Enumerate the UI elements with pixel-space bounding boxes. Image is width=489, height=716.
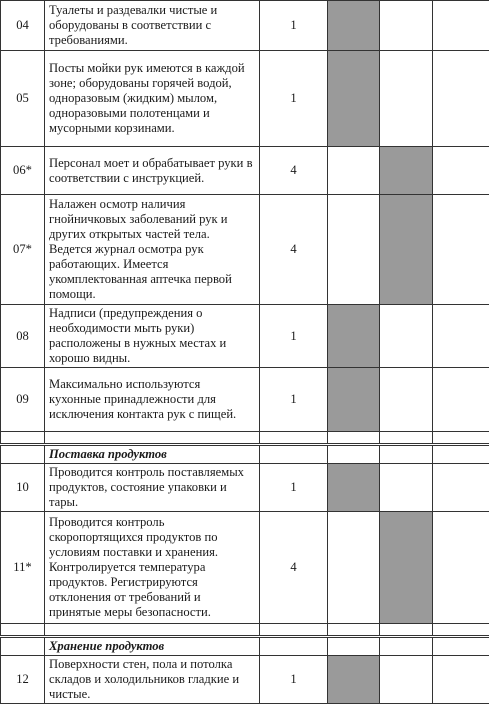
table-row: [1, 464, 489, 512]
table-row: [1, 195, 489, 305]
blank-cell: [433, 305, 489, 368]
item-points: 1: [260, 368, 328, 432]
spacer-cell: [380, 432, 433, 445]
shaded-cell: [328, 464, 380, 512]
item-number: 08: [1, 305, 45, 368]
item-description: Поверхности стен, пола и потолка складов и холодильников гладкие и чистые.: [45, 656, 260, 704]
spacer-cell: [328, 432, 380, 445]
item-number: 09: [1, 368, 45, 432]
item-points: 4: [260, 147, 328, 195]
table-row: [1, 1, 489, 51]
section-empty-cell: [433, 637, 489, 656]
blank-cell: [380, 51, 433, 147]
shaded-cell: [380, 512, 433, 624]
item-description: Проводится контроль поставляемых продуктов, состояние упаковки и тары.: [45, 464, 260, 512]
blank-cell: [433, 51, 489, 147]
blank-cell: [433, 512, 489, 624]
spacer-cell: [1, 432, 45, 445]
blank-cell: [433, 368, 489, 432]
section-empty-cell: [260, 637, 328, 656]
section-num-cell: [1, 445, 45, 464]
blank-cell: [328, 195, 380, 305]
section-empty-cell: [328, 445, 380, 464]
item-description: Персонал моет и обрабатывает руки в соответствии с инструкцией.: [45, 147, 260, 195]
section-header-row: [1, 445, 489, 464]
spacer-cell: [433, 624, 489, 637]
blank-cell: [433, 656, 489, 704]
shaded-cell: [328, 1, 380, 51]
spacer-cell: [1, 624, 45, 637]
table-row: [1, 512, 489, 624]
item-number: 11*: [1, 512, 45, 624]
item-points: 1: [260, 51, 328, 147]
spacer-cell: [260, 624, 328, 637]
item-points: 4: [260, 512, 328, 624]
section-empty-cell: [328, 637, 380, 656]
blank-cell: [328, 512, 380, 624]
shaded-cell: [328, 305, 380, 368]
section-title: Поставка продуктов: [45, 445, 260, 464]
shaded-cell: [380, 147, 433, 195]
blank-cell: [380, 656, 433, 704]
item-number: 12: [1, 656, 45, 704]
item-points: 4: [260, 195, 328, 305]
item-number: 05: [1, 51, 45, 147]
section-header-row: [1, 637, 489, 656]
item-description: Максимально используются кухонные принадлежности для исключения контакта рук с пищей.: [45, 368, 260, 432]
blank-cell: [433, 1, 489, 51]
section-title: Хранение продуктов: [45, 637, 260, 656]
item-description: Туалеты и раздевалки чистые и оборудованы в соответствии с требованиями.: [45, 1, 260, 51]
blank-cell: [380, 368, 433, 432]
blank-cell: [433, 147, 489, 195]
spacer-row: [1, 432, 489, 445]
shaded-cell: [380, 195, 433, 305]
spacer-cell: [45, 624, 260, 637]
checklist-body: [1, 1, 489, 704]
spacer-cell: [380, 624, 433, 637]
table-row: [1, 147, 489, 195]
section-empty-cell: [380, 637, 433, 656]
blank-cell: [380, 464, 433, 512]
item-points: 1: [260, 1, 328, 51]
blank-cell: [433, 195, 489, 305]
section-empty-cell: [260, 445, 328, 464]
spacer-cell: [328, 624, 380, 637]
table-row: [1, 656, 489, 704]
section-num-cell: [1, 637, 45, 656]
shaded-cell: [328, 368, 380, 432]
shaded-cell: [328, 51, 380, 147]
table-row: [1, 305, 489, 368]
spacer-cell: [45, 432, 260, 445]
section-empty-cell: [380, 445, 433, 464]
shaded-cell: [328, 656, 380, 704]
item-description: Надписи (предупреждения о необходимости мыть руки) расположены в нужных местах и хорошо видны.: [45, 305, 260, 368]
item-number: 04: [1, 1, 45, 51]
spacer-cell: [433, 432, 489, 445]
item-number: 07*: [1, 195, 45, 305]
blank-cell: [380, 305, 433, 368]
blank-cell: [380, 1, 433, 51]
blank-cell: [433, 464, 489, 512]
item-description: Проводится контроль скоропортящихся продуктов по условиям поставки и хранения. Контролируется температура продуктов. Регистрируются отклонения от требований и принятые меры безопасности.: [45, 512, 260, 624]
item-points: 1: [260, 305, 328, 368]
section-empty-cell: [433, 445, 489, 464]
table-row: [1, 51, 489, 147]
spacer-row: [1, 624, 489, 637]
blank-cell: [328, 147, 380, 195]
item-number: 10: [1, 464, 45, 512]
table-row: [1, 368, 489, 432]
item-points: 1: [260, 656, 328, 704]
item-points: 1: [260, 464, 328, 512]
item-number: 06*: [1, 147, 45, 195]
spacer-cell: [260, 432, 328, 445]
item-description: Посты мойки рук имеются в каждой зоне; оборудованы горячей водой, одноразовым (жидким) мылом, одноразовыми полотенцами и мусорными корзинами.: [45, 51, 260, 147]
item-description: Налажен осмотр наличия гнойничковых заболеваний рук и других открытых частей тела. Ведется журнал осмотра рук работающих. Имеется укомплектованная аптечка первой помощи.: [45, 195, 260, 305]
